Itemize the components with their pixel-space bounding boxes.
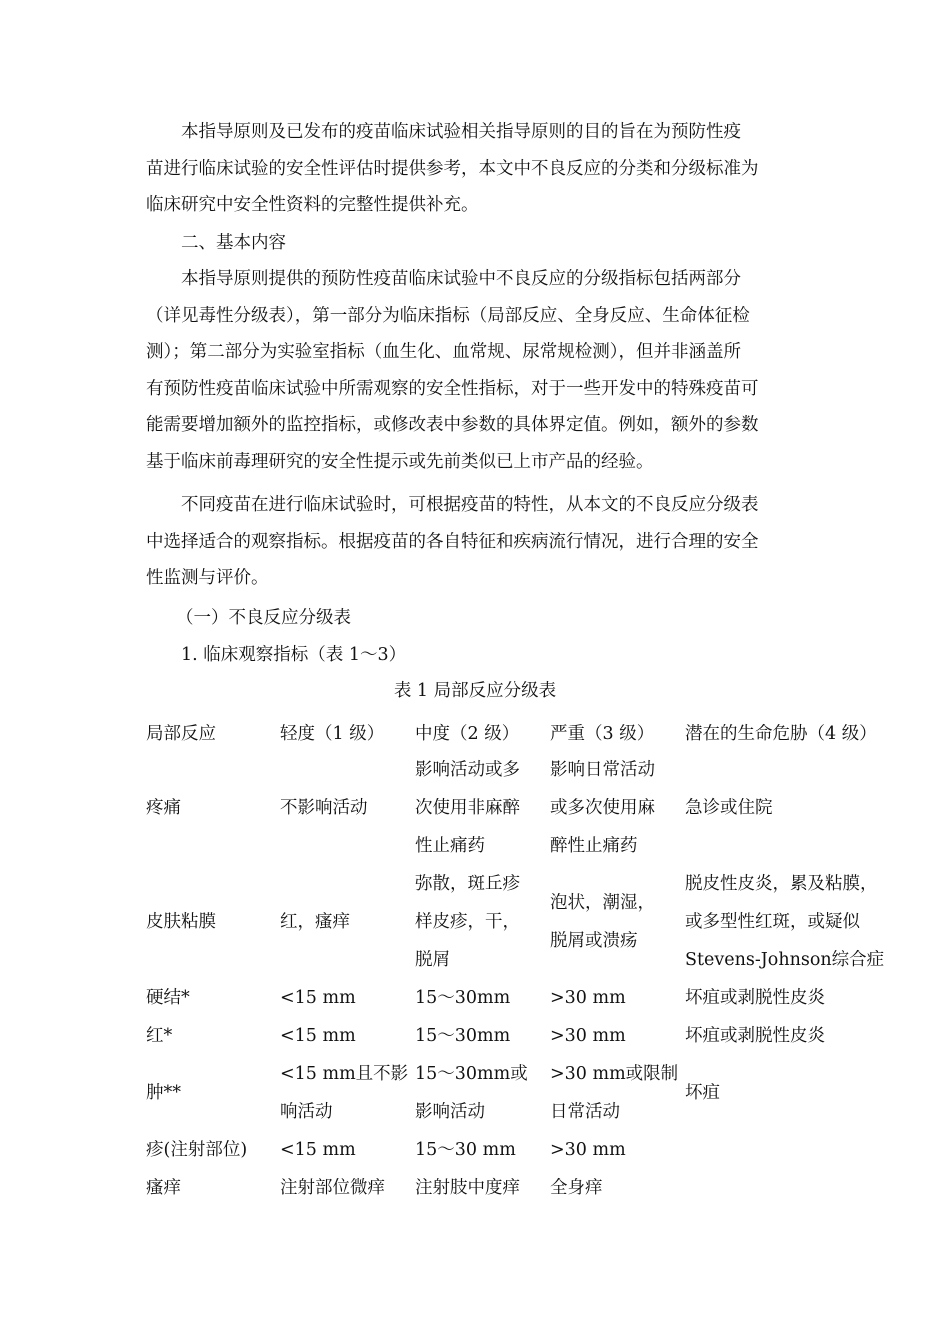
cell-line: 次使用非麻醉 bbox=[415, 798, 520, 818]
paragraph-line: 性监测与评价。 bbox=[146, 568, 269, 588]
table-cell bbox=[415, 1017, 550, 1055]
local-reaction-grading-table bbox=[146, 713, 915, 1207]
paragraph-line: 临床研究中安全性资料的完整性提供补充。 bbox=[146, 195, 479, 215]
table-cell bbox=[415, 1169, 550, 1207]
table-row bbox=[146, 1131, 915, 1169]
cell-line: 样皮疹，干， bbox=[415, 912, 520, 932]
section-heading: 二、基本内容 bbox=[181, 233, 286, 253]
cell-line: 性止痛药 bbox=[415, 836, 485, 856]
table-cell bbox=[415, 1131, 550, 1169]
cell-line: >30 mm或限制 bbox=[550, 1064, 679, 1084]
table-row bbox=[146, 1017, 915, 1055]
cell-line: 脱屑 bbox=[415, 950, 450, 970]
cell-line: 注射肢中度痒 bbox=[415, 1178, 520, 1198]
paragraph-contents bbox=[146, 261, 810, 480]
table-cell bbox=[280, 1169, 415, 1207]
cell-line: 脱皮性皮炎，累及粘膜， bbox=[685, 874, 878, 894]
table-cell bbox=[280, 979, 415, 1017]
cell-line: 皮肤粘膜 bbox=[146, 912, 216, 932]
table-cell bbox=[146, 865, 280, 979]
cell-line: 肿** bbox=[146, 1083, 181, 1103]
cell-line: 影响活动 bbox=[415, 1102, 485, 1122]
table-cell bbox=[685, 865, 915, 979]
table-row bbox=[146, 1169, 915, 1207]
table-cell bbox=[550, 751, 685, 865]
cell-line: 醉性止痛药 bbox=[550, 836, 638, 856]
paragraph-line: 测）；第二部分为实验室指标（血生化、血常规、尿常规检测），但并非涵盖所 bbox=[146, 342, 741, 362]
table-cell bbox=[146, 1131, 280, 1169]
table-row bbox=[146, 865, 915, 979]
cell-line: >30 mm bbox=[550, 988, 626, 1008]
cell-line: 急诊或住院 bbox=[685, 798, 773, 818]
cell-line: 脱屑或溃疡 bbox=[550, 931, 638, 951]
cell-line: 不影响活动 bbox=[280, 798, 368, 818]
table-cell bbox=[146, 751, 280, 865]
cell-line: 15～30 mm bbox=[415, 1140, 516, 1160]
paragraph-line: 本指导原则提供的预防性疫苗临床试验中不良反应的分级指标包括两部分 bbox=[181, 269, 741, 289]
table-cell bbox=[280, 751, 415, 865]
cell-line: 15～30mm bbox=[415, 1026, 511, 1046]
cell-line: Stevens-Johnson综合症 bbox=[685, 950, 885, 970]
cell-line: 日常活动 bbox=[550, 1102, 620, 1122]
cell-line: <15 mm bbox=[280, 1140, 356, 1160]
cell-line: >30 mm bbox=[550, 1026, 626, 1046]
header-cell: 局部反应 bbox=[146, 723, 216, 744]
table-row bbox=[146, 1055, 915, 1131]
cell-line: 泡状，潮湿， bbox=[550, 893, 655, 913]
cell-line: <15 mm且不影 bbox=[280, 1064, 409, 1084]
cell-line: 影响日常活动 bbox=[550, 760, 655, 780]
cell-line: >30 mm bbox=[550, 1140, 626, 1160]
table-cell bbox=[550, 1055, 685, 1131]
paragraph-line: 基于临床前毒理研究的安全性提示或先前类似已上市产品的经验。 bbox=[146, 451, 654, 472]
subsection-heading: （一）不良反应分级表 bbox=[176, 608, 351, 628]
cell-line: 坏疽或剥脱性皮炎 bbox=[685, 1026, 825, 1046]
cell-line: 影响活动或多 bbox=[415, 760, 520, 780]
paragraph-line: （详见毒性分级表），第一部分为临床指标（局部反应、全身反应、生命体征检 bbox=[146, 305, 750, 326]
table-caption: 表 1 局部反应分级表 bbox=[393, 681, 557, 701]
header-cell: 轻度（1 级） bbox=[280, 723, 385, 744]
table-cell bbox=[280, 1017, 415, 1055]
cell-line: 红* bbox=[146, 1026, 173, 1046]
table-cell bbox=[280, 865, 415, 979]
table-cell bbox=[415, 979, 550, 1017]
table-cell bbox=[550, 979, 685, 1017]
header-cell: 严重（3 级） bbox=[550, 723, 655, 744]
paragraph-line: 本指导原则及已发布的疫苗临床试验相关指导原则的目的旨在为预防性疫 bbox=[181, 122, 741, 142]
table-cell bbox=[146, 979, 280, 1017]
table-cell bbox=[685, 1017, 915, 1055]
table-cell bbox=[550, 1131, 685, 1169]
cell-line: <15 mm bbox=[280, 988, 356, 1008]
table-cell bbox=[550, 1169, 685, 1207]
cell-line: 或多型性红斑，或疑似 bbox=[685, 912, 860, 932]
cell-line: 弥散，斑丘疹 bbox=[415, 874, 520, 894]
table-header-row bbox=[146, 713, 915, 751]
cell-line: 全身痒 bbox=[550, 1178, 603, 1198]
paragraph-line: 不同疫苗在进行临床试验时，可根据疫苗的特性，从本文的不良反应分级表 bbox=[181, 495, 759, 515]
cell-line: 硬结* bbox=[146, 988, 190, 1008]
table-cell bbox=[280, 1131, 415, 1169]
cell-line: 疹(注射部位) bbox=[146, 1140, 248, 1160]
table-body bbox=[146, 751, 915, 1207]
paragraph-line: 中选择适合的观察指标。根据疫苗的各自特征和疾病流行情况，进行合理的安全 bbox=[146, 531, 759, 552]
table-cell bbox=[415, 1055, 550, 1131]
paragraph-purpose bbox=[146, 114, 810, 224]
paragraph-line: 能需要增加额外的监控指标，或修改表中参数的具体界定值。例如，额外的参数 bbox=[146, 415, 759, 435]
table-cell bbox=[415, 865, 550, 979]
table-cell bbox=[685, 1169, 915, 1207]
cell-line: 坏疽 bbox=[685, 1083, 720, 1103]
table-cell bbox=[415, 751, 550, 865]
paragraph-selection bbox=[146, 487, 810, 597]
item-heading: 1. 临床观察指标（表 1～3） bbox=[181, 645, 407, 665]
cell-line: 15～30mm bbox=[415, 988, 511, 1008]
table-row bbox=[146, 751, 915, 865]
cell-line: 坏疽或剥脱性皮炎 bbox=[685, 988, 825, 1008]
table-cell bbox=[146, 1017, 280, 1055]
cell-line: 15～30mm或 bbox=[415, 1064, 528, 1084]
table-cell bbox=[146, 1169, 280, 1207]
table-cell bbox=[685, 1055, 915, 1131]
cell-line: 红，瘙痒 bbox=[280, 912, 350, 932]
cell-line: 或多次使用麻 bbox=[550, 798, 655, 818]
cell-line: 注射部位微痒 bbox=[280, 1178, 385, 1198]
table-cell bbox=[685, 1131, 915, 1169]
cell-line: 疼痛 bbox=[146, 798, 181, 818]
paragraph-line: 苗进行临床试验的安全性评估时提供参考，本文中不良反应的分类和分级标准为 bbox=[146, 158, 759, 179]
table-cell bbox=[685, 751, 915, 865]
cell-line: 响活动 bbox=[280, 1102, 333, 1122]
table-cell bbox=[550, 865, 685, 979]
cell-line: 瘙痒 bbox=[146, 1178, 181, 1198]
table-cell bbox=[550, 1017, 685, 1055]
table-cell bbox=[280, 1055, 415, 1131]
table-row bbox=[146, 979, 915, 1017]
cell-line: <15 mm bbox=[280, 1026, 356, 1046]
table-cell bbox=[685, 979, 915, 1017]
paragraph-line: 有预防性疫苗临床试验中所需观察的安全性指标，对于一些开发中的特殊疫苗可 bbox=[146, 378, 759, 399]
header-cell: 中度（2 级） bbox=[415, 723, 520, 744]
table-cell bbox=[146, 1055, 280, 1131]
header-cell: 潜在的生命危胁（4 级） bbox=[685, 723, 877, 744]
